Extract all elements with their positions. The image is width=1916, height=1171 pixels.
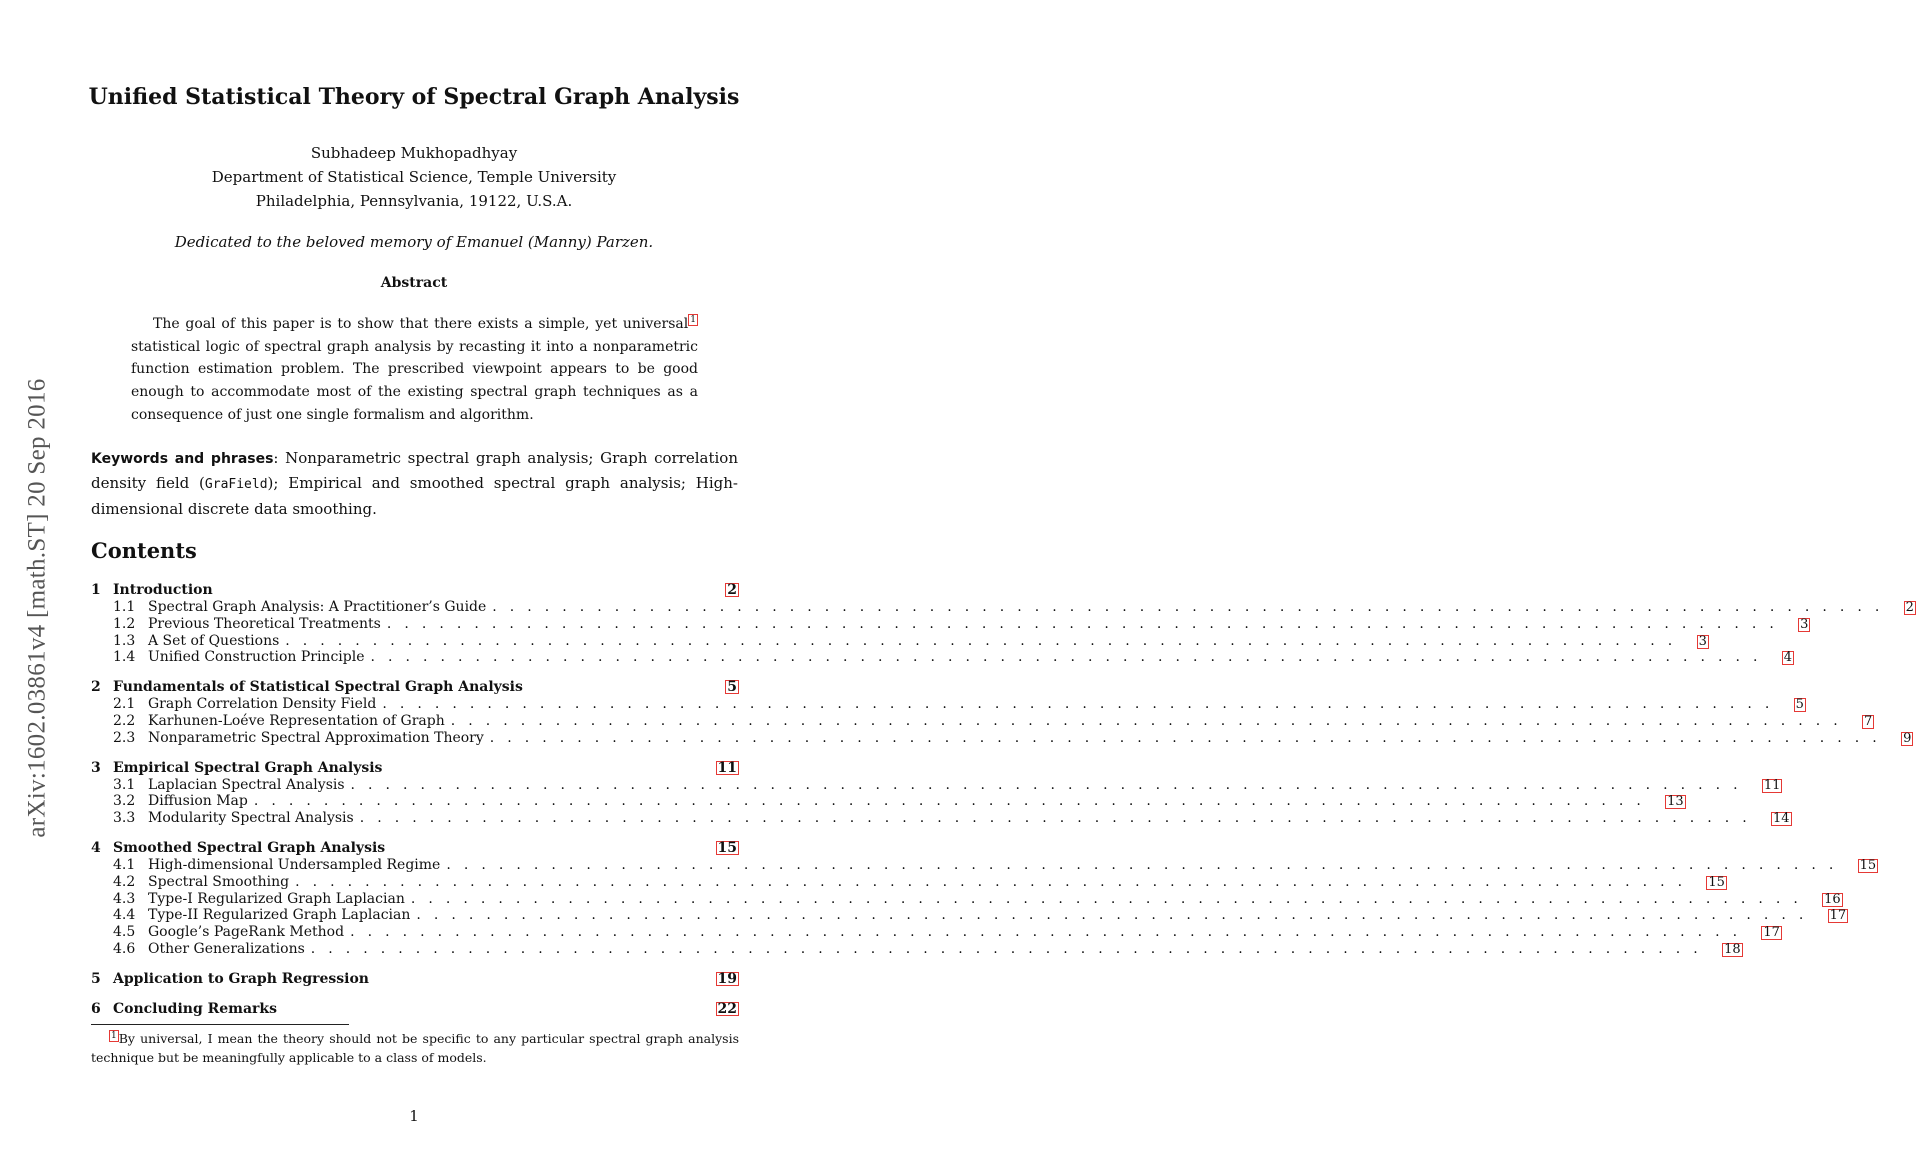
toc-page-link[interactable]: 2 [1905, 600, 1914, 615]
toc-subsection-title[interactable]: Type-I Regularized Graph Laplacian [148, 890, 405, 907]
toc-subsection-title[interactable]: A Set of Questions [148, 632, 280, 649]
toc-page-link[interactable]: 2 [727, 582, 737, 598]
toc-page-link[interactable]: 7 [1864, 713, 1873, 729]
toc-subsection-entry[interactable] [91, 810, 1790, 827]
keywords-paragraph [91, 446, 738, 521]
toc-subsection-title[interactable]: Karhunen-Loéve Representation of Graph [148, 712, 445, 729]
toc-subsection-number: 3.2 [113, 793, 136, 810]
toc-page-link[interactable]: 16 [1824, 891, 1841, 907]
footnote-text: By universal, I mean the theory should not be specific to any particular spectral graph analysis technique but be meaningfully applicable to a class of models. [91, 1031, 739, 1065]
toc-section-title[interactable]: Empirical Spectral Graph Analysis [113, 759, 383, 776]
toc-subsection-number: 1.1 [113, 599, 136, 615]
toc-section [91, 839, 1877, 958]
toc-subsection-entry[interactable] [91, 599, 1914, 616]
toc-subsection-entry[interactable] [91, 729, 1912, 747]
toc-page-link[interactable]: 9 [1903, 730, 1912, 746]
toc-section-number: 4 [91, 839, 101, 856]
toc-section-entry[interactable] [91, 678, 739, 696]
toc-dot-leader: . . . . . . . . . . . . . . . . . . . . . . . . . . . . . . . . . . . . . . . . . . . . . . . . . . . . . . . . . . . . . . . . . . . . . . . . . . . . . . . . [410, 890, 1803, 907]
toc-page-link[interactable]: 4 [1783, 650, 1793, 666]
toc-subsection-title[interactable]: Type-II Regularized Graph Laplacian [148, 907, 411, 924]
toc-subsection-title[interactable]: Other Generalizations [148, 940, 305, 957]
toc-subsection-title[interactable]: Unified Construction Principle [148, 649, 365, 666]
toc-section-title[interactable]: Application to Graph Regression [113, 970, 369, 987]
toc-page-link[interactable]: 3 [1698, 633, 1707, 649]
table-of-contents [91, 581, 1914, 1030]
toc-section-entry[interactable] [91, 970, 739, 988]
toc-subsection-entry[interactable] [91, 873, 1725, 891]
toc-dot-leader: . . . . . . . . . . . . . . . . . . . . . . . . . . . . . . . . . . . . . . . . . . . . . . . . . . . . . . . . . . . . . . . . . . . . . . . . . . . . . . . . [370, 649, 1762, 666]
toc-subsection-number: 4.2 [113, 873, 136, 890]
toc-subsection-title[interactable]: Previous Theoretical Treatments [148, 615, 381, 632]
toc-section-entry[interactable] [91, 1000, 739, 1018]
toc-dot-leader: . . . . . . . . . . . . . . . . . . . . . . . . . . . . . . . . . . . . . . . . . . . . . . . . . . . . . . . . . . . . . . . . . . . . . . . . . . . . . . . . [416, 907, 1808, 924]
toc-dot-leader: . . . . . . . . . . . . . . . . . . . . . . . . . . . . . . . . . . . . . . . . . . . . . . . . . . . . . . . . . . . . . . . . . . . . . . . . . . . . . . . . [492, 599, 1884, 615]
toc-subsection-number: 3.3 [113, 810, 136, 827]
toc-page-link[interactable]: 13 [1667, 794, 1684, 810]
toc-subsection-entry[interactable] [91, 776, 1781, 794]
toc-dot-leader: . . . . . . . . . . . . . . . . . . . . . . . . . . . . . . . . . . . . . . . . . . . . . . . . . . . . . . . . . . . . . . . . . . . . . . . . . . . . . . . . [285, 632, 1677, 649]
toc-subsection-entry[interactable] [91, 712, 1873, 730]
toc-dot-leader: . . . . . . . . . . . . . . . . . . . . . . . . . . . . . . . . . . . . . . . . . . . . . . . . . . . . . . . . . . . . . . . . . . . . . . . . . . . . . . . . [359, 810, 1751, 827]
toc-section [91, 759, 1790, 827]
toc-dot-leader: . . . . . . . . . . . . . . . . . . . . . . . . . . . . . . . . . . . . . . . . . . . . . . . . . . . . . . . . . . . . . . . . . . . . . . . . . . . . . . . . [382, 696, 1774, 713]
toc-section-title[interactable]: Smoothed Spectral Graph Analysis [113, 839, 386, 856]
toc-page-link[interactable]: 18 [1724, 941, 1741, 957]
toc-dot-leader: . . . . . . . . . . . . . . . . . . . . . . . . . . . . . . . . . . . . . . . . . . . . . . . . . . . . . . . . . . . . . . . . . . . . . . . . . . . . . . . . [446, 856, 1838, 873]
toc-subsection-number: 4.1 [113, 856, 136, 873]
toc-page-link[interactable]: 5 [727, 679, 737, 696]
abstract-body [131, 313, 698, 427]
dedication: Dedicated to the beloved memory of Emanuel (Manny) Parzen. [174, 233, 654, 251]
toc-subsection-number: 4.6 [113, 940, 136, 957]
toc-section [91, 970, 739, 988]
toc-section [91, 678, 1912, 746]
toc-section-number: 6 [91, 1000, 101, 1017]
author-block [0, 141, 828, 213]
toc-page-link[interactable]: 11 [1763, 777, 1781, 793]
toc-section-title[interactable]: Introduction [113, 582, 213, 598]
toc-subsection-entry[interactable] [91, 907, 1847, 924]
toc-subsection-number: 3.1 [113, 776, 136, 793]
keywords-text-end: ); Empirical and smoothed spectral graph analysis; High-dimensional discrete data smoothing. [91, 474, 738, 518]
toc-page-link[interactable]: 15 [1859, 857, 1877, 873]
keywords-label: Keywords and phrases [91, 451, 274, 467]
toc-section-title[interactable]: Concluding Remarks [113, 1000, 278, 1017]
toc-page-link[interactable]: 3 [1800, 616, 1809, 632]
toc-page-link[interactable]: 22 [717, 1000, 737, 1017]
toc-page-link[interactable]: 19 [717, 970, 737, 987]
toc-page-link[interactable]: 11 [717, 759, 737, 776]
toc-dot-leader: . . . . . . . . . . . . . . . . . . . . . . . . . . . . . . . . . . . . . . . . . . . . . . . . . . . . . . . . . . . . . . . . . . . . . . . . . . . . . . . . [310, 940, 1703, 957]
toc-subsection-title[interactable]: Nonparametric Spectral Approximation Theory [148, 729, 484, 746]
toc-dot-leader: . . . . . . . . . . . . . . . . . . . . . . . . . . . . . . . . . . . . . . . . . . . . . . . . . . . . . . . . . . . . . . . . . . . . . . . . . . . . . . . . [350, 776, 1742, 793]
toc-section [91, 1000, 739, 1018]
keywords-text-start: : Nonparametric spectral graph analysis; Graph correlation density field ( [91, 449, 738, 492]
author-affiliation-address: Philadelphia, Pennsylvania, 19122, U.S.A. [255, 192, 573, 210]
toc-page-link[interactable]: 5 [1795, 697, 1804, 713]
abstract-heading: Abstract [380, 275, 448, 291]
author-affiliation-department: Department of Statistical Science, Temple University [211, 168, 617, 186]
toc-subsection-number: 4.3 [113, 890, 136, 907]
abstract-text-start: The goal of this paper is to show that there exists a simple, yet universal [153, 316, 689, 332]
toc-page-link[interactable]: 14 [1772, 811, 1790, 827]
toc-subsection-number: 1.3 [113, 632, 136, 649]
toc-section-number: 3 [91, 759, 101, 776]
toc-subsection-number: 2.2 [113, 712, 136, 729]
toc-section [91, 581, 1914, 666]
toc-subsection-number: 1.2 [113, 615, 136, 632]
toc-dot-leader: . . . . . . . . . . . . . . . . . . . . . . . . . . . . . . . . . . . . . . . . . . . . . . . . . . . . . . . . . . . . . . . . . . . . . . . . . . . . . . . . [253, 793, 1646, 810]
toc-subsection-title[interactable]: Google’s PageRank Method [148, 924, 345, 941]
toc-section-entry[interactable] [91, 581, 739, 599]
toc-dot-leader: . . . . . . . . . . . . . . . . . . . . . . . . . . . . . . . . . . . . . . . . . . . . . . . . . . . . . . . . . . . . . . . . . . . . . . . . . . . . . . . . [350, 924, 1742, 941]
toc-section-entry[interactable] [91, 839, 739, 857]
toc-subsection-title[interactable]: High-dimensional Undersampled Regime [148, 856, 441, 873]
toc-section-number: 1 [91, 582, 101, 598]
toc-page-link[interactable]: 17 [1763, 925, 1780, 941]
toc-page-link[interactable]: 15 [1708, 874, 1725, 890]
toc-subsection-number: 4.4 [113, 907, 136, 924]
toc-subsection-title[interactable]: Graph Correlation Density Field [148, 696, 377, 713]
toc-subsection-entry[interactable] [91, 696, 1804, 713]
toc-section-number: 2 [91, 679, 101, 696]
toc-subsection-entry[interactable] [91, 793, 1684, 810]
toc-page-link[interactable]: 17 [1829, 908, 1847, 924]
toc-subsection-entry[interactable] [91, 940, 1741, 958]
footnote-divider [91, 1024, 349, 1025]
paper-title: Unified Statistical Theory of Spectral Graph Analysis [88, 84, 740, 110]
footnote-link-1[interactable]: 1 [690, 315, 696, 326]
toc-subsection-entry[interactable] [91, 649, 1793, 666]
toc-subsection-number: 4.5 [113, 924, 136, 941]
toc-section-entry[interactable] [91, 759, 739, 777]
toc-subsection-number: 1.4 [113, 649, 136, 666]
page-number: 1 [409, 1107, 419, 1125]
toc-dot-leader: . . . . . . . . . . . . . . . . . . . . . . . . . . . . . . . . . . . . . . . . . . . . . . . . . . . . . . . . . . . . . . . . . . . . . . . . . . . . . . . . [489, 729, 1882, 746]
arxiv-identifier-stamp [23, 350, 53, 865]
toc-subsection-entry[interactable] [91, 856, 1877, 874]
toc-subsection-title[interactable]: Spectral Graph Analysis: A Practitioner’s Guide [148, 599, 487, 615]
footnote [91, 1029, 739, 1067]
toc-subsection-number: 2.1 [113, 696, 136, 713]
footnote-mark: 1 [111, 1030, 117, 1041]
toc-dot-leader: . . . . . . . . . . . . . . . . . . . . . . . . . . . . . . . . . . . . . . . . . . . . . . . . . . . . . . . . . . . . . . . . . . . . . . . . . . . . . . . . [386, 615, 1779, 632]
toc-dot-leader: . . . . . . . . . . . . . . . . . . . . . . . . . . . . . . . . . . . . . . . . . . . . . . . . . . . . . . . . . . . . . . . . . . . . . . . . . . . . . . . . [450, 712, 1843, 729]
toc-section-number: 5 [91, 970, 101, 987]
toc-page-link[interactable]: 15 [717, 839, 737, 856]
toc-subsection-title[interactable]: Diffusion Map [148, 793, 248, 810]
toc-subsection-title[interactable]: Modularity Spectral Analysis [148, 810, 354, 827]
toc-subsection-number: 2.3 [113, 729, 136, 746]
toc-dot-leader: . . . . . . . . . . . . . . . . . . . . . . . . . . . . . . . . . . . . . . . . . . . . . . . . . . . . . . . . . . . . . . . . . . . . . . . . . . . . . . . . [295, 873, 1687, 890]
author-name: Subhadeep Mukhopadhyay [310, 144, 518, 162]
abstract-text-end: statistical logic of spectral graph analysis by recasting it into a nonparametric function estimation problem. The prescribed viewpoint appears to be good enough to accommodate most of the existing spectral graph techniques as a consequence of just one single formalism and algorithm. [131, 338, 698, 423]
toc-subsection-entry[interactable] [91, 890, 1841, 908]
toc-subsection-title[interactable]: Spectral Smoothing [148, 873, 290, 890]
toc-subsection-title[interactable]: Laplacian Spectral Analysis [148, 776, 345, 793]
toc-section-title[interactable]: Fundamentals of Statistical Spectral Graph Analysis [113, 679, 523, 696]
arxiv-stamp-text: arXiv:1602.03861v4 [math.ST] 20 Sep 2016 [24, 377, 51, 838]
toc-subsection-entry[interactable] [91, 615, 1809, 633]
grafield-code: GraField [204, 477, 268, 492]
toc-subsection-entry[interactable] [91, 924, 1780, 941]
contents-heading: Contents [91, 538, 197, 563]
toc-subsection-entry[interactable] [91, 632, 1707, 650]
